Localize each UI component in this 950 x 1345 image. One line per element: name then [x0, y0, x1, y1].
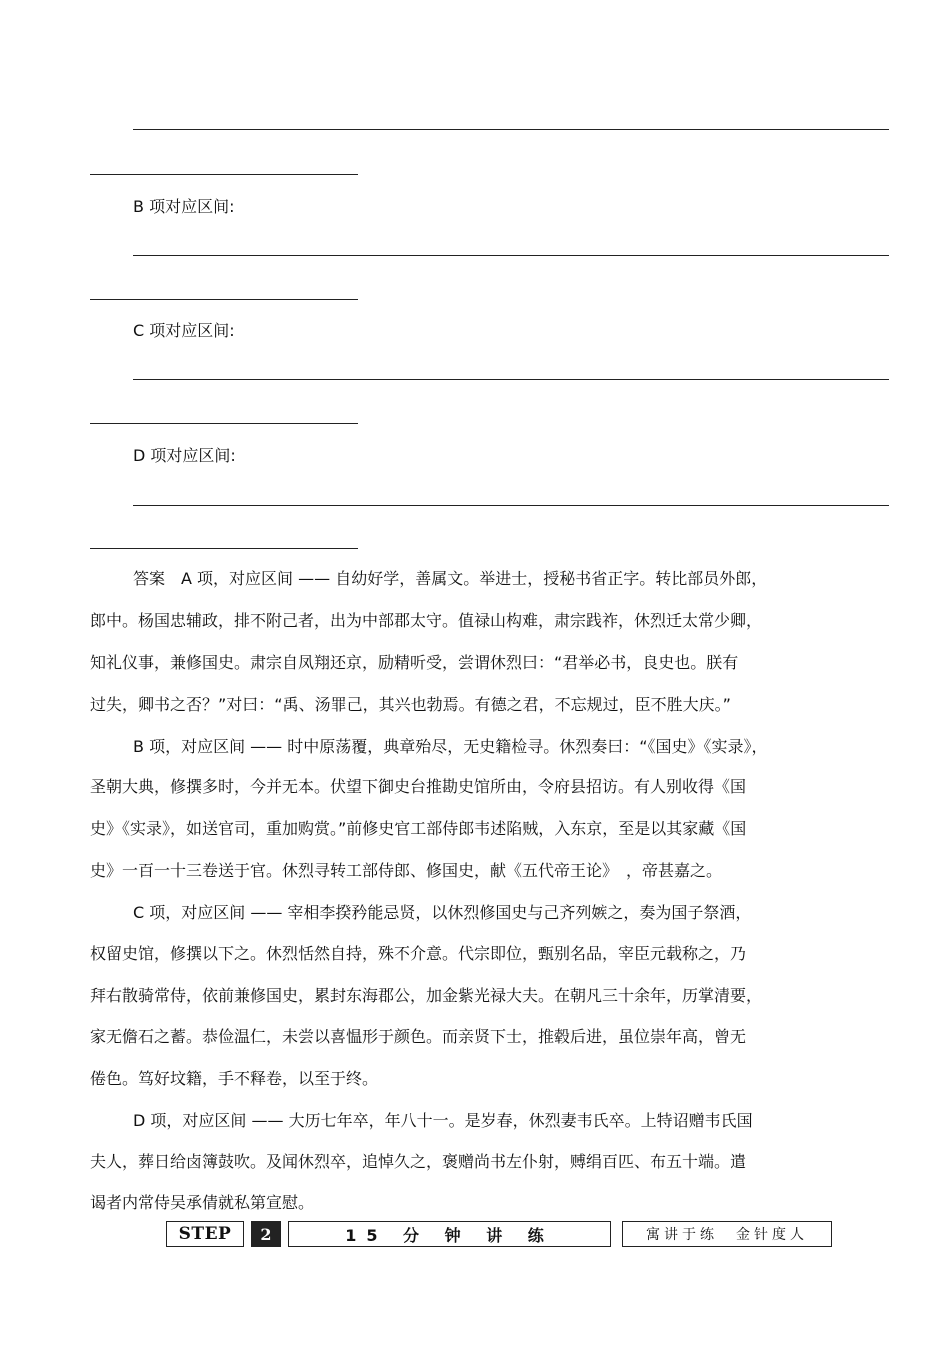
banner-motto: 寓讲于练 金针度人 [622, 1221, 832, 1247]
section-d-label: D 项对应区间: [133, 446, 236, 465]
answer-line: 倦色。笃好坟籍，手不释卷，以至于终。 [90, 1069, 379, 1088]
answer-line: C 项，对应区间 —— 宰相李揆矜能忌贤，以休烈修国史与己齐列嫉之，奏为国子祭酒， [133, 903, 752, 922]
blank-line-long [133, 505, 889, 506]
step-number-badge: 2 [251, 1221, 281, 1247]
blank-line-long [133, 255, 889, 256]
step-label: STEP [166, 1221, 244, 1247]
blank-line-long [133, 129, 889, 130]
answer-line: 郎中。杨国忠辅政，排不附己者，出为中部郡太守。值禄山构难，肃宗践祚，休烈迁太常少卿， [90, 611, 763, 630]
blank-line-short [90, 548, 358, 549]
blank-line-short [90, 423, 358, 424]
answer-line: 知礼仪事，兼修国史。肃宗自凤翔还京，励精听受，尝谓休烈曰：“君举必书，良史也。朕有 [90, 653, 739, 672]
blank-line-short [90, 299, 358, 300]
answer-line: 谒者内常侍吴承倩就私第宣慰。 [90, 1193, 315, 1212]
answer-line: 家无儋石之蓄。恭俭温仁，未尝以喜愠形于颜色。而亲贤下士，推毂后进，虽位崇年高，曾无 [90, 1027, 747, 1046]
banner-title: 15 分 钟 讲 练 [288, 1221, 611, 1247]
answer-line: 圣朝大典，修撰多时，今并无本。伏望下御史台推勘史馆所由，令府县招访。有人别收得《国 [90, 777, 747, 796]
section-b-label: B 项对应区间: [133, 197, 235, 216]
blank-line-short [90, 174, 358, 175]
answer-line: 过失，卿书之否？”对曰：“禹、汤罪己，其兴也勃焉。有德之君，不忘规过，臣不胜大庆。” [90, 695, 731, 714]
answer-line: B 项，对应区间 —— 时中原荡覆，典章殆尽，无史籍检寻。休烈奏曰：“《国史》《实录》， [133, 737, 768, 756]
blank-line-long [133, 379, 889, 380]
answer-line: 拜右散骑常侍，依前兼修国史，累封东海郡公，加金紫光禄大夫。在朝凡三十余年，历掌清要， [90, 986, 763, 1005]
answer-line: 权留史馆，修撰以下之。休烈恬然自持，殊不介意。代宗即位，甄别名品，宰臣元载称之，乃 [90, 944, 747, 963]
answer-line: 史》一百一十三卷送于官。休烈寻转工部侍郎、修国史，献《五代帝王论》 ，帝甚嘉之。 [90, 861, 723, 880]
answer-line: 夫人，葬日给卤簿鼓吹。及闻休烈卒，追悼久之，褒赠尚书左仆射，赙绢百匹、布五十端。遣 [90, 1152, 747, 1171]
answer-line: 史》《实录》，如送官司，重加购赏。”前修史官工部侍郎韦述陷贼，入东京，至是以其家藏《国 [90, 819, 747, 838]
answer-line: D 项，对应区间 —— 大历七年卒，年八十一。是岁春，休烈妻韦氏卒。上特诏赠韦氏国 [133, 1111, 753, 1130]
section-c-label: C 项对应区间: [133, 321, 235, 340]
answer-line: 答案 A 项，对应区间 —— 自幼好学，善属文。举进士，授秘书省正字。转比部员外郎， [133, 569, 768, 588]
